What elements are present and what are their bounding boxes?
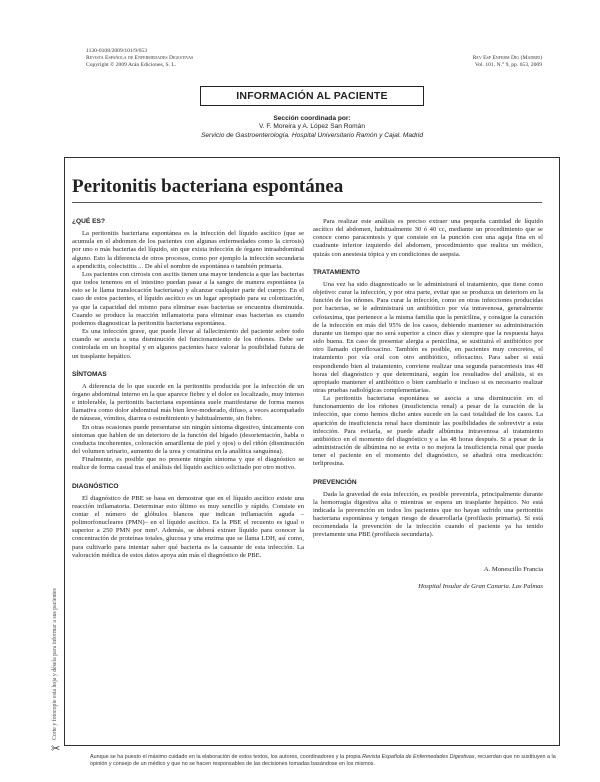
paragraph: Los pacientes con cirrosis con ascitis tienen una mayor tendencia a que las bacterias que todos tenemos en el intestino puedan pasar a la sangre de manera espontánea (a esto se le llama translocación bacteriana) y alcanzar cualquier parte del cuerpo. En el caso de estos pacientes, el líquido ascítico es un lugar apropiado para su colonización, ya que la capacidad del mismo para eliminar esas bacterias se encuentra disminuida. Cuando se produce la reacción inflamatoria para eliminar esas bacterias es cuando podemos diagnosticar la peritonitis bacteriana espontánea. [72,270,304,327]
title-divider [72,202,542,203]
paragraph: Una vez ha sido diagnosticado se le administrará el tratamiento, que tiene como objetivo: curar la infección, y por otra parte, evitar que se produzca un deterioro en la función de los riñones. Para curar la infección, como en otras infecciones producidas por bacterias, se le administrará un antibiótico por vía intravenosa, generalmente cefotaxima, que pertenece a la misma familia que la penicilina, y consigue la curación de la infección en más del 95% de los casos, debiendo mantener su administración durante un tiempo que no será superior a cinco días y siempre que la respuesta haya sido buena. En caso de presentar alergia a penicilina, se sustituirá el antibiótico por otro llamado ciprofloxacino. También es posible, en pacientes muy concretos, el tratamiento por vía oral con otro antibiótico, ofloxacino. Para saber si está respondiendo bien al tratamiento, conviene realizar una segunda paracentesis tras 48 horas del diagnóstico y que determinará, según los resultados del análisis, si es apropiado mantener el antibiótico o bien cambiarlo e incluso si es necesario realizar otras pruebas radiológicas complementarias. [313,280,543,394]
disclaimer-text-1: Aunque se ha puesto el máximo cuidado en la elaboración de estos textos, los autores, coordinadores y la propia [90,754,363,760]
article-title: Peritonitis bacteriana espontánea [72,176,344,197]
paragraph: La peritonitis bacteriana espontánea es la infección del líquido ascítico (que se acumula en el abdomen de los pacientes con algunas enfermedades como la cirrosis) por uno o más bacterias del líquido, sin que exista infección de órgano intraabdominal alguno. Esto la diferencia de otros procesos, como por ejemplo la infección secundaria a apendicitis, colecistitis ... De ahí el nombre de espontánea o también primaria. [72,230,304,270]
article-column-left [72,218,304,560]
paragraph: El diagnóstico de PBE se basa en demostrar que en el líquido ascítico existe una reacción inflamatoria. Determinar esto último es muy sencillo y rápido. Consiste en contar el número de glóbulos blancos que indican inflamación aguda –polimorfonucleares (PMN)– en el líquido ascítico. Es la PBE el recuento es igual o superior a 250 PMN por mm³. Además, se deberá extraer líquido para conocer la concentración de proteínas totales, glucosa y una enzima que se llama LDH, así como, para cultivarlo para intentar saber qué bacteria es la causante de esta infección. La valoración médica de estos datos apoya aún más el diagnóstico de PBE. [72,494,304,559]
coordination-authors: V. F. Moreira y A. López San Román [258,123,366,131]
journal-header-right [473,55,542,69]
coordination-block [150,115,474,140]
volume-line: Vol. 101. N.° 9, pp. 653, 2009 [474,62,542,68]
coordination-service: Servicio de Gastroenterología. Hospital Universitario Ramón y Cajal. Madrid [200,131,424,139]
journal-abbrev: Rev Esp Enferm Dig (Madrid) [472,55,542,61]
section-heading: SÍNTOMAS [72,370,107,378]
paragraph: Para realizar este análisis es preciso extraer una pequeña cantidad de líquido ascítico del abdomen, habitualmente 30 ó 40 cc, mediante un procedimiento que se conoce como paracentesis y que consiste en la punción con una aguja fina en el cuadrante inferior izquierdo del abdomen, procedimiento que realiza un médico, quizás con anestesia tópica y en condiciones de asepsia. [313,218,543,258]
article-column-right [313,218,543,591]
section-banner: INFORMACIÓN AL PACIENTE [200,86,424,106]
disclaimer-text-2: , recuerdan que no sustituyen a la opinión y consejo de un médico y que no se hacen responsables de las decisiones tomadas basándose en los mismos. [90,754,556,767]
paragraph: Dada la gravedad de esta infección, es posible prevenirla, principalmente durante la hemorragia digestiva alta o mientras se espera un trasplante hepático. No está indicada la prevención en todos los pacientes que no hayan sufrido una peritonitis bacteriana espontánea y tengan riesgo de desarrollarla (profilaxis primaria). Sí está recomendada la prevención de la infección cuando el paciente ya ha tenido previamente una PBE (profilaxis secundaria). [313,490,543,539]
journal-header-left [86,48,193,69]
copyright-line: Copyright © 2009 Arán Ediciones, S. L. [86,62,177,68]
paragraph: En otras ocasiones puede presentarse sin ningún síntoma digestivo, únicamente con síntomas que hablen de un deterioro de la función del hígado (desorientación, habla o conducta incoherentes, coloración amarillenta de piel y ojos) o del riñón (disminución del volumen urinario, aumento de la urea y creatinina en la analítica sanguínea). [72,423,304,456]
article-affiliation: Hospital Insular de Gran Canaria. Las Palmas [418,582,543,590]
section-heading: TRATAMIENTO [313,268,360,276]
doi-line: 1130-0108/2009/101/9/653 [86,48,148,54]
paragraph: Es una infección grave, que puede llevar al fallecimiento del paciente sobre todo cuando se asocia a una disminución del funcionamiento de los riñones. Debe ser controlada en un hospital y en algunos pacientes hace valorar la posibilidad futura de un trasplante hepático. [72,328,304,360]
section-heading: DIAGNÓSTICO [72,482,119,490]
disclaimer-footer [90,754,560,768]
article-author: A. Monescillo Francia [483,565,543,573]
section-heading: ¿QUÉ ES? [72,218,105,225]
coordination-label: Sección coordinada por: [273,115,351,122]
paragraph: A diferencia de lo que sucede en la peritonitis producida por la infección de un órgano abdominal interno en la que aparece fiebre y el dolor es localizado, muy intenso e intolerable, la peritonitis bacteriana espontánea suele manifestarse de forma menos llamativa como dolor abdominal más bien leve-moderado, difuso, a veces acompañado de náuseas, vómitos, diarrea o estreñimiento y habitualmente, sin fiebre. [72,382,304,423]
section-heading: PREVENCIÓN [313,478,357,486]
journal-name: Revista Española de Enfermedades Digestivas [86,55,194,61]
paragraph: Finalmente, es posible que no presente ningún síntoma y que el diagnóstico se realice de forma casual tras el análisis del líquido ascítico solicitado por otro motivo. [72,456,304,472]
cut-instruction: Corte y fotocopie esta hoja y désela para informar a sus pacientes [52,588,58,740]
disclaimer-journal: Revista Española de Enfermedades Digestivas [362,754,475,760]
scissors-icon: ✂ [51,743,61,755]
paragraph: La peritonitis bacteriana espontánea se asocia a una disminución en el funcionamiento de los riñones (insuficiencia renal) a pesar de la curación de la infección, que como hemos dicho antes sucede en la casi totalidad de los casos. La aparición de insuficiencia renal hace disminuir las posibilidades de sobrevivir a esta infección. Para evitarla, se puede añadir albúmina intravenosa al tratamiento antibiótico en el momento del diagnóstico y a las 48 horas después. Si a pesar de la administración de albúmina no se evita o no mejora la insuficiencia renal que pueda tener el paciente en el momento del diagnóstico, se añadirá otra medicación: terlipresina. [313,395,543,468]
